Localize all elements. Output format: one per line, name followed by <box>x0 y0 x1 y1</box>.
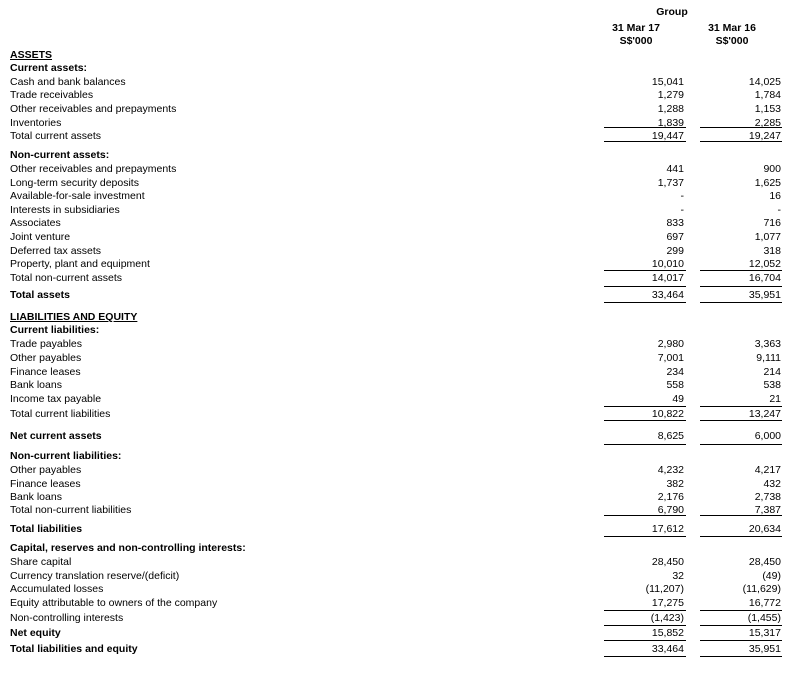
rule-line <box>700 536 782 537</box>
value-2016: 716 <box>763 217 781 229</box>
row-label: Trade receivables <box>10 89 94 101</box>
value-2016: (49) <box>762 570 781 582</box>
table-row <box>10 76 780 90</box>
row-label: Available-for-sale investment <box>10 190 145 202</box>
table-row <box>10 523 780 537</box>
value-2017: - <box>680 190 684 202</box>
row-label: Bank loans <box>10 379 62 391</box>
table-row <box>10 627 780 641</box>
row-label: Non-controlling interests <box>10 612 124 624</box>
rule-line <box>604 286 686 287</box>
table-row <box>10 149 780 163</box>
table-row <box>10 597 780 611</box>
value-2016: 1,077 <box>754 231 781 243</box>
value-2016: 13,247 <box>748 408 781 420</box>
table-row <box>10 583 780 597</box>
table-row <box>10 245 780 259</box>
group-header: Group <box>656 6 688 18</box>
value-2016: 16,772 <box>748 597 781 609</box>
rule-line <box>604 640 686 641</box>
row-label: Capital, reserves and non-controlling interests: <box>10 542 246 554</box>
value-2016: 900 <box>763 163 781 175</box>
col1-date-header: 31 Mar 17 <box>612 22 660 34</box>
value-2017: 15,852 <box>651 627 684 639</box>
row-label: Total assets <box>10 289 70 301</box>
rule-line <box>700 141 782 142</box>
rule-line <box>700 625 782 626</box>
value-2017: (11,207) <box>645 583 684 595</box>
value-2016: 16 <box>769 190 781 202</box>
rule-line <box>604 536 686 537</box>
row-label: Other receivables and prepayments <box>10 163 177 175</box>
value-2017: 17,612 <box>651 523 684 535</box>
row-label: Joint venture <box>10 231 71 243</box>
row-label: Total current assets <box>10 130 102 142</box>
row-label: Interests in subsidiaries <box>10 204 120 216</box>
row-label: Share capital <box>10 556 72 568</box>
rule-line <box>604 656 686 657</box>
table-row <box>10 324 780 338</box>
value-2016: 3,363 <box>754 338 781 350</box>
row-label: Finance leases <box>10 478 81 490</box>
value-2017: 10,010 <box>651 258 684 270</box>
row-label: Current assets: <box>10 62 88 74</box>
rule-line <box>700 302 782 303</box>
rule-line <box>700 406 782 407</box>
value-2017: 8,625 <box>657 430 684 442</box>
value-2017: 833 <box>666 217 684 229</box>
value-2016: 2,285 <box>754 117 781 129</box>
row-label: Non-current liabilities: <box>10 450 122 462</box>
value-2017: 1,737 <box>657 177 684 189</box>
table-row <box>10 570 780 584</box>
rule-line <box>700 444 782 445</box>
table-row <box>10 643 780 657</box>
table-row <box>10 204 780 218</box>
rule-line <box>604 302 686 303</box>
value-2016: 4,217 <box>754 464 781 476</box>
value-2016: 2,738 <box>754 491 781 503</box>
value-2016: 35,951 <box>748 289 781 301</box>
table-row <box>10 430 780 444</box>
value-2017: 33,464 <box>651 289 684 301</box>
row-label: Finance leases <box>10 366 81 378</box>
table-row <box>10 62 780 76</box>
row-label: Long-term security deposits <box>10 177 139 189</box>
value-2016: 28,450 <box>748 556 781 568</box>
row-label: Income tax payable <box>10 393 102 405</box>
table-row <box>10 612 780 626</box>
rule-line <box>604 610 686 611</box>
row-label: Current liabilities: <box>10 324 100 336</box>
table-row <box>10 478 780 492</box>
value-2016: 1,153 <box>754 103 781 115</box>
row-label: Bank loans <box>10 491 62 503</box>
value-2016: 15,317 <box>748 627 781 639</box>
table-row <box>10 311 780 325</box>
row-label: Other payables <box>10 352 82 364</box>
value-2016: 21 <box>769 393 781 405</box>
table-row <box>10 231 780 245</box>
row-label: Total liabilities <box>10 523 83 535</box>
value-2016: 1,625 <box>754 177 781 189</box>
row-label: Other payables <box>10 464 82 476</box>
row-label: Inventories <box>10 117 62 129</box>
col1-unit-header: S$'000 <box>619 35 653 47</box>
value-2017: 32 <box>672 570 684 582</box>
value-2017: 441 <box>666 163 684 175</box>
row-label: Associates <box>10 217 61 229</box>
rule-line <box>604 420 686 421</box>
value-2017: 7,001 <box>657 352 684 364</box>
table-row <box>10 177 780 191</box>
value-2016: 16,704 <box>748 272 781 284</box>
value-2016: 318 <box>763 245 781 257</box>
rule-line <box>700 127 782 128</box>
row-label: Total non-current liabilities <box>10 504 132 516</box>
rule-line <box>700 610 782 611</box>
row-label: LIABILITIES AND EQUITY <box>10 311 138 323</box>
table-row <box>10 217 780 231</box>
value-2016: - <box>777 204 781 216</box>
rule-line <box>604 406 686 407</box>
row-label: Total non-current assets <box>10 272 123 284</box>
value-2017: 299 <box>666 245 684 257</box>
col2-date-header: 31 Mar 16 <box>708 22 756 34</box>
row-label: Non-current assets: <box>10 149 110 161</box>
table-row <box>10 163 780 177</box>
value-2016: 214 <box>763 366 781 378</box>
row-label: Total current liabilities <box>10 408 111 420</box>
value-2017: 33,464 <box>651 643 684 655</box>
rule-line <box>604 625 686 626</box>
value-2017: 234 <box>666 366 684 378</box>
value-2017: (1,423) <box>650 612 684 624</box>
value-2017: 28,450 <box>651 556 684 568</box>
value-2016: 35,951 <box>748 643 781 655</box>
row-label: Net equity <box>10 627 61 639</box>
table-row <box>10 450 780 464</box>
row-label: Deferred tax assets <box>10 245 102 257</box>
col2-unit-header: S$'000 <box>715 35 749 47</box>
rule-line <box>700 640 782 641</box>
row-label: Accumulated losses <box>10 583 104 595</box>
value-2016: 1,784 <box>754 89 781 101</box>
value-2017: 558 <box>666 379 684 391</box>
value-2016: 7,387 <box>754 504 781 516</box>
row-label: Equity attributable to owners of the company <box>10 597 218 609</box>
value-2017: - <box>680 204 684 216</box>
row-label: Cash and bank balances <box>10 76 126 88</box>
rule-line <box>700 286 782 287</box>
value-2016: 14,025 <box>748 76 781 88</box>
rule-line <box>700 420 782 421</box>
row-label: Property, plant and equipment <box>10 258 150 270</box>
value-2017: 2,980 <box>657 338 684 350</box>
value-2017: 19,447 <box>651 130 684 142</box>
value-2016: 20,634 <box>748 523 781 535</box>
value-2017: 49 <box>672 393 684 405</box>
value-2017: 382 <box>666 478 684 490</box>
rule-line <box>604 141 686 142</box>
rule-line <box>604 127 686 128</box>
value-2017: 2,176 <box>657 491 684 503</box>
table-row <box>10 289 780 303</box>
table-row <box>10 379 780 393</box>
value-2017: 17,275 <box>651 597 684 609</box>
rule-line <box>700 515 782 516</box>
table-row <box>10 366 780 380</box>
row-label: Other receivables and prepayments <box>10 103 177 115</box>
table-row <box>10 190 780 204</box>
value-2016: 9,111 <box>756 352 781 364</box>
table-row <box>10 542 780 556</box>
table-row <box>10 103 780 117</box>
value-2016: 432 <box>763 478 781 490</box>
table-row <box>10 352 780 366</box>
value-2017: 4,232 <box>657 464 684 476</box>
table-row <box>10 117 780 131</box>
rule-line <box>700 656 782 657</box>
value-2017: 14,017 <box>651 272 684 284</box>
row-label: Total liabilities and equity <box>10 643 138 655</box>
table-row <box>10 491 780 505</box>
table-row <box>10 556 780 570</box>
value-2017: 6,790 <box>657 504 684 516</box>
row-label: Currency translation reserve/(deficit) <box>10 570 180 582</box>
row-label: Net current assets <box>10 430 102 442</box>
table-row <box>10 464 780 478</box>
rule-line <box>700 270 782 271</box>
value-2016: (1,455) <box>747 612 781 624</box>
value-2017: 10,822 <box>651 408 684 420</box>
table-row <box>10 49 780 63</box>
row-label: Trade payables <box>10 338 82 350</box>
value-2017: 1,279 <box>657 89 684 101</box>
value-2017: 1,839 <box>657 117 684 129</box>
value-2016: 6,000 <box>754 430 781 442</box>
value-2017: 15,041 <box>651 76 684 88</box>
table-row <box>10 338 780 352</box>
rule-line <box>604 270 686 271</box>
row-label: ASSETS <box>10 49 53 61</box>
value-2017: 1,288 <box>657 103 684 115</box>
rule-line <box>604 515 686 516</box>
table-row <box>10 393 780 407</box>
value-2016: (11,629) <box>742 583 781 595</box>
rule-line <box>604 444 686 445</box>
value-2017: 697 <box>666 231 684 243</box>
value-2016: 538 <box>763 379 781 391</box>
value-2016: 19,247 <box>748 130 781 142</box>
table-row <box>10 272 780 286</box>
value-2016: 12,052 <box>748 258 781 270</box>
table-row <box>10 89 780 103</box>
